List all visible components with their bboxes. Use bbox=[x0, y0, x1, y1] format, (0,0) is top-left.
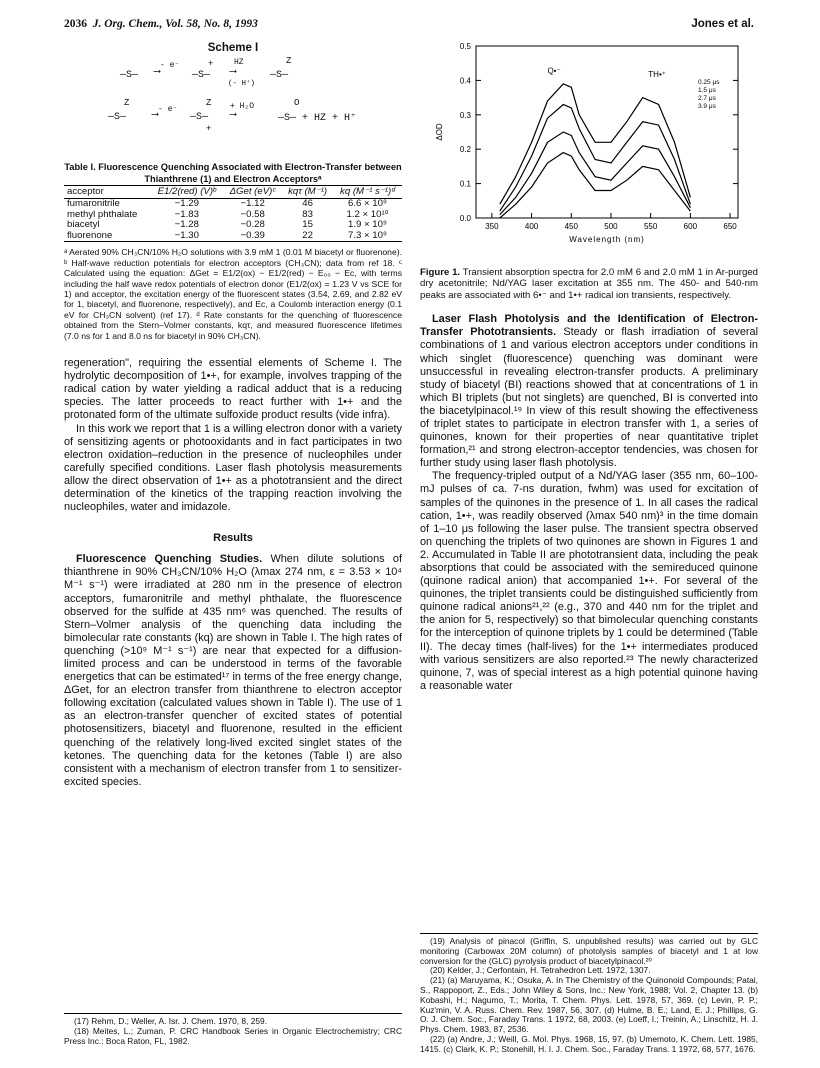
scheme-title: Scheme I bbox=[207, 42, 259, 54]
table-cell: −1.30 bbox=[150, 231, 223, 242]
figure1-caption bbox=[420, 267, 758, 301]
figure-caption-text: Transient absorption spectra for 2.0 mM 6 and 2.0 mM 1 in Ar-purged dry acetonitrile; Nd/YAG laser excitation at 355 nm. The 450- and 540-nm peaks are associated with 6•⁻ and 1•+ radical ion transients, respectively. bbox=[420, 267, 758, 301]
y-tick-label: 0.0 bbox=[459, 214, 471, 223]
x-tick-label: 400 bbox=[524, 222, 539, 231]
table-cell: 1.9 × 10⁹ bbox=[347, 219, 388, 231]
table-cell: 6.6 × 10⁹ bbox=[347, 198, 388, 209]
scheme-row1-end: —S— bbox=[270, 70, 289, 81]
paragraph bbox=[420, 313, 758, 470]
scheme-row2-end: —S— + HZ + H⁺ bbox=[278, 113, 357, 124]
paragraph-text: When dilute solutions of thianthrene in 90% CH₃CN/10% H₂O (λmax 274 nm, ε = 3.53 × 10⁴ M⁻¹ s⁻¹) were irradiated at 280 nm in the presence of electron acceptors, fumaronitrile and methyl phthalate, the fluorescence observed for the sulfide at 435 nm⁶ was quenched. The results of Stern–Volmer analysis of the quenching data including the bimolecular rate constants (kq) are shown in Table I. The high rates of quenching (>10⁹ M⁻¹ s⁻¹) are near that expected for a diffusion-limited process and can be understood in terms of the favorable energetics that can be estimated¹⁷ in terms of the free energy change, ΔGet, for an electron transfer from thianthrene to electron acceptor following excitation (calculated values shown in Table I). The use of 1 as an electron-transfer quencher of excited states of potential photosensitizers, biacetyl and fluorenone, resulted in the efficient quenching of the relatively long-lived excited singlet states of the ketones. The quenching data for the ketones (Table I) are also consistent with a mechanism of electron transfer from 1 to sensitizer-excited species. bbox=[64, 553, 403, 788]
authors-header: Jones et al. bbox=[691, 18, 754, 30]
reference: (19) Analysis of pinacol (Griffin, S. unpublished results) was carried out by GLC monitoring (Carbowax 20M column) of photolysis samples of biacetyl and 1 at low conversion for the (GLC) pyrolysis product of biacetylpinacol.²⁰ bbox=[420, 936, 758, 966]
scheme-1 bbox=[64, 54, 402, 162]
table1 bbox=[64, 185, 402, 242]
scheme-row2-end-top: O bbox=[294, 98, 300, 108]
table-cell: −0.28 bbox=[240, 219, 265, 231]
table-cell: 15 bbox=[302, 219, 313, 231]
table-cell: fluorenone bbox=[64, 231, 150, 242]
annotation-label: TH•⁺ bbox=[648, 69, 666, 79]
table-cell: 22 bbox=[282, 231, 333, 242]
paragraph: The frequency-tripled output of a Nd/YAG laser (355 nm, 60–100-mJ pulses of ca. 7-ns duration, fwhm) was used for excitation of samples of the quinones in the presence of 1. In all cases the radical cation, 1•+, was readily observed (λmax 540 nm)³ in the time domain of 1–10 μs following the laser pulse. The transient spectra observed on quenching the triplets of two quinones are shown in Figures 1 and 2. Accumulated in Table II are phototransient data, including the peak absorptions that could be associated with the semireduced quinone (quinone radical anion) that accompanied 1•+. For several of the quinones, the triplet transients could be distinguished sufficiently from quinone radical anions²¹,²² (e.g., 370 and 440 nm for the triplet and the anion for 5, respectively) so that bimolecular quenching constants for the interception of quinone triplets by 1 could be determined (Table II). The decay times (half-lives) for the 1•+ intermediates produced with various sensitizers are also reported.²³ The newly characterized quinone, 7, was of special interest as a high potential quinone having a reasonable water bbox=[420, 470, 758, 692]
table-cell: −0.58 bbox=[240, 208, 265, 220]
x-tick-label: 550 bbox=[643, 222, 658, 231]
paragraph-text: Steady or flash irradiation of several combinations of 1 and various electron acceptors under conditions in which singlet (fluorescence) quenching was dominant were unsuccessful in revealing electron-transfer products. A preliminary study of biacetyl (BI) reactions showed that at concentrations of 1 in which BI triplets (but not singlets) are quenched, BI is converted into the biacetylpinacol.¹⁹ In view of this result showing the effectiveness of triplet states to participate in electron transfer with 1, a series of quinones, known for their properties of near quantitative triplet formation,²¹ and strong electron-acceptor tendencies, was chosen for further study using laser flash photolysis. bbox=[420, 326, 758, 470]
scheme-row1-end-sub: Z bbox=[286, 56, 292, 66]
series-line bbox=[500, 84, 691, 204]
reference: (18) Meites, L.; Zuman, P. CRC Handbook Series in Organic Electrochemistry; CRC Press Inc.: Boca Raton, FL, 1982. bbox=[64, 1025, 402, 1046]
page-number: 2036 bbox=[64, 18, 87, 30]
table-cell: methyl phthalate bbox=[67, 208, 138, 220]
table1-header-kqtau: kqτ (M⁻¹) bbox=[282, 186, 333, 199]
paragraph: regeneration", requiring the essential elements of Scheme I. The hydrolytic decomposition of 1•+, for example, involves trapping of the radical cation by water yielding a radical adduct that is a reducing species. The latter proceeds to react further with 1•+ and the protonated form of the ultimate sulfoxide product results (vide infra). bbox=[64, 357, 402, 422]
scheme-arrow: ⟶ bbox=[230, 67, 237, 78]
journal-citation: J. Org. Chem., Vol. 58, No. 8, 1993 bbox=[92, 18, 258, 30]
table-cell: biacetyl bbox=[67, 219, 100, 231]
scheme-row1-arrow1-label: - e⁻ bbox=[160, 61, 180, 70]
table-cell: fumaronitrile bbox=[67, 198, 120, 209]
table1-caption: Table I. Fluorescence Quenching Associated with Electron-Transfer between Thianthrene (1) and Electron Acceptorsᵃ bbox=[64, 162, 402, 184]
table1-header-kq: kq (M⁻¹ s⁻¹)ᵈ bbox=[333, 186, 402, 199]
scheme-row2-mid: —S— bbox=[190, 112, 209, 123]
y-tick-label: 0.4 bbox=[459, 76, 471, 86]
scheme-row2-arrow2-label: + H₂O bbox=[230, 102, 255, 111]
table-cell: 83 bbox=[302, 208, 313, 220]
table-cell: −1.83 bbox=[174, 208, 199, 220]
left-references bbox=[64, 1013, 402, 1046]
x-tick-label: 600 bbox=[683, 222, 698, 231]
left-column bbox=[64, 38, 403, 1046]
table-cell: −1.28 bbox=[174, 219, 199, 231]
scheme-row1-start: —S— bbox=[120, 70, 139, 81]
scheme-arrow: ⟶ bbox=[154, 67, 161, 78]
figure-label: Figure 1. bbox=[420, 267, 461, 278]
reference: (17) Rehm, D.; Weller, A. Isr. J. Chem. 1970, 8, 259. bbox=[74, 1016, 268, 1026]
table1-header-dget: ΔGet (eV)ᶜ bbox=[223, 186, 282, 199]
table-cell: 1.2 × 10¹⁰ bbox=[346, 208, 389, 220]
plot-frame bbox=[476, 46, 738, 218]
annotation-label: Q•⁻ bbox=[547, 66, 561, 76]
right-body-text bbox=[420, 313, 758, 693]
table-cell: −1.29 bbox=[174, 198, 199, 209]
left-body-text bbox=[64, 357, 402, 789]
scheme-row1-mid-charge: + bbox=[208, 59, 214, 69]
table-row bbox=[64, 199, 402, 210]
x-tick-label: 350 bbox=[485, 222, 499, 231]
legend-entry: 2.7 μs bbox=[698, 94, 716, 102]
running-header bbox=[64, 18, 754, 34]
table-row bbox=[64, 231, 402, 242]
scheme-row2-arrow1-label: - e⁻ bbox=[158, 105, 178, 114]
right-column bbox=[420, 38, 758, 1054]
table1-header-e12: E1/2(red) (V)ᵇ bbox=[150, 186, 223, 199]
paragraph: In this work we report that 1 is a willing electron donor with a variety of sensitizing agents or photooxidants and in fact participates in two electron oxidation–reduction in the presence of nucleophiles under carefully specified conditions. Laser flash photolysis measurements allow the direct observation of 1•+ as a phototransient and the direct determination of the kinetics of the trapping reaction involving the nucleophiles, water and imidazole. bbox=[64, 422, 402, 514]
figure1-chart bbox=[420, 38, 758, 258]
subsection-heading: Fluorescence Quenching Studies. bbox=[76, 553, 263, 566]
scheme-row2-mid-charge: + bbox=[206, 124, 212, 134]
table-cell: −0.39 bbox=[223, 231, 282, 242]
table1-header-acceptor: acceptor bbox=[64, 186, 150, 199]
page-header-left bbox=[64, 18, 258, 30]
results-heading: Results bbox=[213, 532, 253, 545]
series-line bbox=[500, 105, 691, 212]
scheme-row1-arrow2-label: HZ bbox=[234, 58, 244, 67]
scheme-row1-arrow2-sublabel: (- H⁺) bbox=[228, 80, 256, 88]
legend-entry: 3.9 μs bbox=[698, 102, 716, 110]
table-cell: 46 bbox=[302, 198, 313, 209]
paragraph bbox=[64, 553, 402, 789]
table1-footnote: ᵃ Aerated 90% CH₃CN/10% H₂O solutions with 3.9 mM 1 (0.01 M biacetyl or fluorenone). ᵇ Half-wave reduction potentials for electron acceptors (CH₃CN); data from ref 18. ᶜ Calculated using the equation: ΔGet = E1/2(ox) − E1/2(red) − E₀₀ − Ec, with terms including the half wave redox potentials of electron donor (E1/2(ox) = 1.23 V vs SCE for 1) and acceptor, the excitation energy of the fluorescent states (3.54, 2.69, and 2.82 eV for 1, biacetyl, and fluorenone, respectively), and Ec, a Coulomb interaction energy (0.1 eV for CH₃CN solvent) (ref 17). ᵈ Rate constants for the quenching of fluorescence obtained from the Stern–Volmer constants, kqτ, and measured fluorescence lifetimes (7.0 ns for 1 and 8.0 ns for biacetyl in 90% CH₃CN). bbox=[64, 247, 402, 341]
x-tick-label: 450 bbox=[564, 222, 578, 231]
table-cell: −1.12 bbox=[240, 198, 265, 209]
reference: (22) (a) Andre, J.; Weill, G. Mol. Phys. 1968, 15, 97. (b) Umemoto, K. Chem. Lett. 1985, 1415. (c) Clark, K. P.; Stonehill, H. I. J. Chem. Soc., Faraday Trans. 1 1972, 68, 577, 1676. bbox=[420, 1033, 758, 1054]
x-axis-label: Wavelength (nm) bbox=[569, 235, 645, 244]
scheme-arrow: ⟶ bbox=[230, 110, 237, 121]
subsection-heading: Laser Flash Photolysis and the Identification of Electron-Transfer Phototransients. bbox=[420, 313, 758, 339]
legend-entry: 0.25 μs bbox=[698, 78, 720, 86]
y-tick-label: 0.3 bbox=[459, 110, 471, 120]
scheme-row2-start-top: Z bbox=[124, 98, 130, 108]
reference: (21) (a) Maruyama, K.; Osuka, A. In The Chemistry of the Quinonoid Compounds; Patai, S., Rappoport, Z., Eds.; John Wiley & Sons, Inc.: New York, 1988; Vol. 2, Chapter 13. (b) Kobashi, H.; Nagumo, T.; Morita, T. Chem. Phys. Lett. 1978, 57, 369. (c) Levin, P. P.; Kuz'min, V. A. Russ. Chem. Rev. 1987, 56, 307. (d) Hulme, B. E.; Land, E. J.; Phillips, G. O. J. Chem. Soc., Faraday Trans. 1 1972, 68, 2003. (e) Loeff, I.; Treinin, A.; Linschitz, H. J. Phys. Chem. 1983, 87, 2536. bbox=[420, 975, 758, 1035]
x-tick-label: 500 bbox=[604, 222, 618, 231]
y-tick-label: 0.2 bbox=[459, 145, 471, 155]
right-references bbox=[420, 933, 758, 1055]
scheme-row1-mid: —S— bbox=[192, 70, 211, 81]
reference: (20) Kelder, J.; Cerfontain, H. Tetrahedron Lett. 1972, 1307. bbox=[430, 965, 651, 976]
y-axis-label: ΔOD bbox=[435, 123, 444, 141]
x-tick-label: 650 bbox=[723, 222, 737, 231]
table-cell: 7.3 × 10⁹ bbox=[333, 231, 402, 242]
scheme-arrow: ⟶ bbox=[152, 110, 159, 121]
legend-entry: 1.5 μs bbox=[698, 86, 716, 94]
y-tick-label: 0.1 bbox=[459, 179, 471, 189]
scheme-row2-mid-top: Z bbox=[206, 98, 212, 108]
y-tick-label: 0.5 bbox=[459, 42, 471, 51]
scheme-row2-start: —S— bbox=[108, 112, 127, 123]
